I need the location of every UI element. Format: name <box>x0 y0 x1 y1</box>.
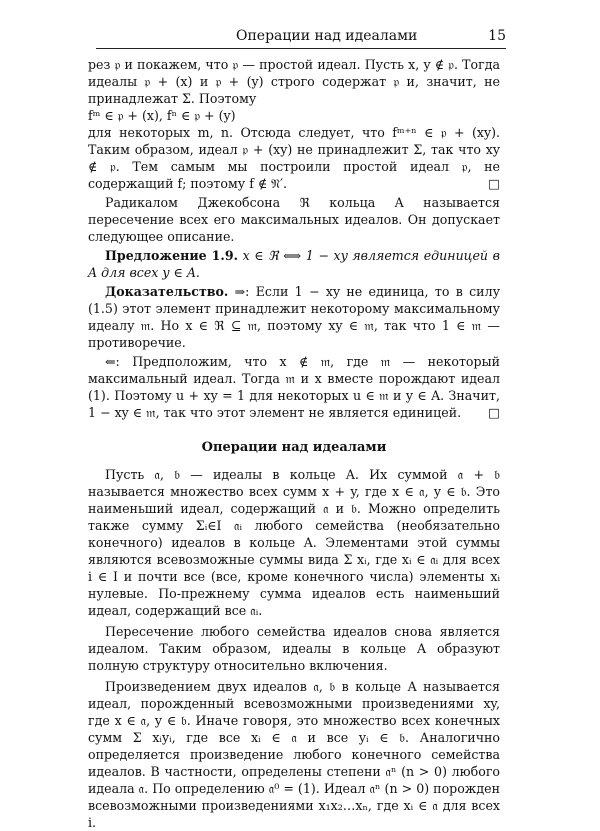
proposition-label: Предложение 1.9. <box>105 248 238 263</box>
proof-forward-text: ⇒: Если 1 − xy не единица, то в силу (1.5) этот элемент принадлежит некоторому максимальному идеалу 𝔪. Но x ∈ ℜ ⊆ 𝔪, поэтому xy ∈ 𝔪, так что 1 ∈ 𝔪 — противоречие. <box>88 284 500 350</box>
proposition <box>88 247 500 281</box>
qed-symbol: □ <box>488 176 500 191</box>
proof-forward <box>88 283 500 351</box>
proof-label: Доказательство. <box>105 284 229 299</box>
paragraph-sum-of-ideals: Пусть 𝔞, 𝔟 — идеалы в кольце A. Их суммой 𝔞 + 𝔟 называется множество всех сумм x + y, где x ∈ 𝔞, y ∈ 𝔟. Это наименьший идеал, содержащий 𝔞 и 𝔟. Можно определить также сумму Σᵢ∈I 𝔞ᵢ любого семейства (необязательно конечного) идеалов в кольце A. Элементами этой суммы являются всевозможные суммы вида Σ xᵢ, где xᵢ ∈ 𝔞ᵢ для всех i ∈ I и почти все (все, кроме конечного числа) элементы xᵢ нулевые. По-прежнему сумма идеалов есть наименьший идеал, содержащий все 𝔞ᵢ. <box>88 467 500 618</box>
paragraph-jacobson-definition: Радикалом Джекобсона ℜ кольца A называется пересечение всех его максимальных идеалов. Он допускает следующее описание. <box>88 195 500 244</box>
proof-backward-text: ⇐: Предположим, что x ∉ 𝔪, где 𝔪 — некоторый максимальный идеал. Тогда 𝔪 и x вместе порождают идеал (1). Поэтому u + xy = 1 для некоторых u ∈ 𝔪 и y ∈ A. Значит, 1 − xy ∈ 𝔪, так что этот элемент не является единицей. <box>88 354 500 420</box>
running-head <box>96 26 506 48</box>
running-head-title: Операции над идеалами <box>236 28 418 44</box>
page-number: 15 <box>488 28 506 44</box>
paragraph-continuation: рез 𝔭 и покажем, что 𝔭 — простой идеал. Пусть x, y ∉ 𝔭. Тогда идеалы 𝔭 + (x) и 𝔭 + (y) строго содержат 𝔭 и, значит, не принадлежат Σ. Поэтому <box>88 57 500 106</box>
paragraph-product-of-ideals: Произведением двух идеалов 𝔞, 𝔟 в кольце A называется идеал, порожденный всевозможными произведениями xy, где x ∈ 𝔞, y ∈ 𝔟. Иначе говоря, это множество всех конечных сумм Σ xᵢyᵢ, где все xᵢ ∈ 𝔞 и все yᵢ ∈ 𝔟. Аналогично определяется произведение любого конечного семейства идеалов. В частности, определены степени 𝔞ⁿ (n > 0) любого идеала 𝔞. По определению 𝔞⁰ = (1). Идеал 𝔞ⁿ (n > 0) порожден всевозможными произведениями x₁x₂…xₙ, где xᵢ ∈ 𝔞 для всех i. <box>88 679 500 830</box>
proposition-statement: x ∈ ℜ ⟺ 1 − xy является единицей в A для всех y ∈ A. <box>88 248 500 280</box>
qed-symbol-2: □ <box>488 405 500 420</box>
proof-backward <box>88 353 500 421</box>
header-rule <box>96 48 506 49</box>
section-title: Операции над идеалами <box>201 440 387 455</box>
paragraph-conclusion-text: для некоторых m, n. Отсюда следует, что fᵐ⁺ⁿ ∈ 𝔭 + (xy). Таким образом, идеал 𝔭 + (xy) не принадлежит Σ, так что xy ∉ 𝔭. Тем самым мы построили простой идеал 𝔭, не содержащий f; поэтому f ∉ 𝔑′. <box>88 125 500 191</box>
page-body <box>88 56 500 831</box>
display-formula: fᵐ ∈ 𝔭 + (x), fⁿ ∈ 𝔭 + (y) <box>88 108 236 123</box>
paragraph-conclusion <box>88 124 500 192</box>
paragraph-intersection: Пересечение любого семейства идеалов снова является идеалом. Таким образом, идеалы в кольце A образуют полную структуру относительно включения. <box>88 624 500 673</box>
